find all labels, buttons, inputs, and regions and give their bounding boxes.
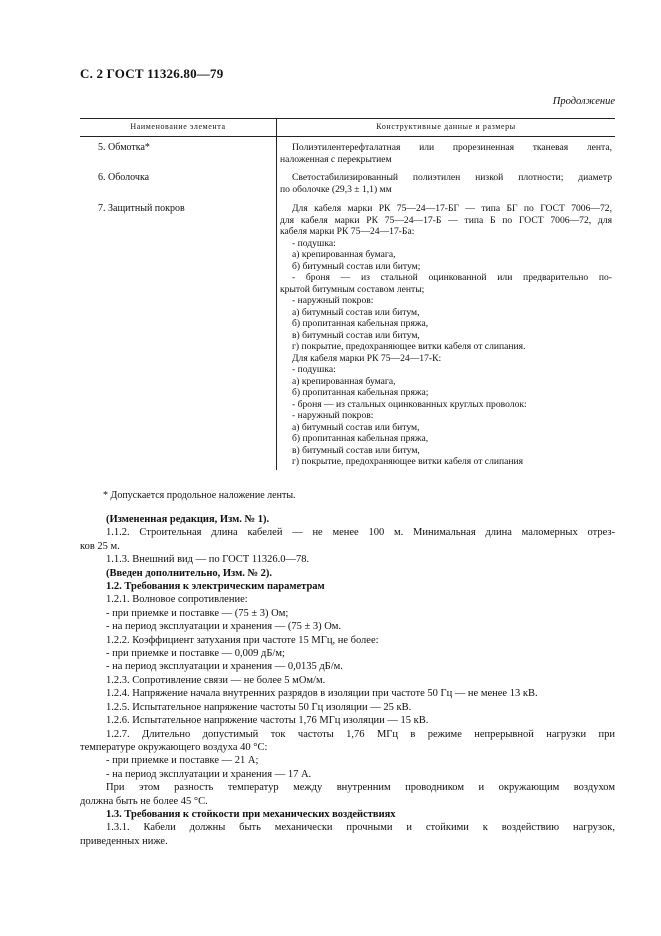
paragraph: При этом разность температур между внутренним проводником и окружающим воздухом (106, 782, 615, 794)
column-header-data: Конструктивные данные и размеры (376, 122, 516, 131)
row-line: в) битумный состав или битум, (292, 444, 420, 456)
paragraph: 1.1.2. Строительная длина кабелей — не менее 100 м. Минимальная длина маломерных отрез- (106, 527, 615, 539)
row-line: - подушка: (292, 364, 336, 375)
paragraph-continued: должна быть не более 45 °С. (80, 795, 208, 807)
list-item: - на период эксплуатации и хранения — 17 А. (106, 768, 312, 780)
row-line: Светостабилизированный полиэтилен низкой плотности; диаметр (292, 172, 612, 183)
list-item: - при приемке и поставке — (75 ± 3) Ом; (106, 607, 289, 619)
amendment-note: (Измененная редакция, Изм. № 1). (106, 514, 270, 525)
list-item: - на период эксплуатации и хранения — (75 ± 3) Ом. (106, 621, 342, 633)
row-line: а) крепированная бумага, (292, 375, 396, 387)
paragraph-continued: температуре окружающего воздуха 40 °С: (80, 741, 268, 753)
row-line: для кабеля марки РК 75—24—17-Б — типа Б по ГОСТ 7006—72, для (280, 214, 612, 226)
list-item: - на период эксплуатации и хранения — 0,0135 дБ/м. (106, 661, 343, 673)
row-line: - наружный покров: (292, 295, 374, 306)
row-line: крытой битумным составом ленты; (280, 283, 425, 295)
paragraph-continued: приведенных ниже. (80, 835, 168, 847)
row-line: - броня — из стальной оцинкованной или предварительно по- (292, 272, 612, 283)
construction-table (80, 118, 615, 473)
paragraph: 1.2.6. Испытательное напряжение частоты 1,76 МГц изоляции — 15 кВ. (106, 715, 429, 727)
paragraph-continued: ков 25 м. (80, 540, 120, 552)
row-line: а) крепированная бумага, (292, 249, 396, 260)
row-line: а) битумный состав или битум, (292, 421, 420, 433)
table-row (80, 142, 615, 172)
row-data (280, 142, 612, 165)
row-line: Для кабеля марки РК 75—24—17-К: (292, 352, 442, 364)
row-line: по оболочке (29,3 ± 1,1) мм (280, 183, 392, 195)
row-line: наложенная с перекрытием (280, 153, 392, 165)
list-item: - при приемке и поставке — 0,009 дБ/м; (106, 648, 285, 660)
row-name: 7. Защитный покров (98, 203, 185, 214)
row-line: г) покрытие, предохраняющее витки кабеля от слипания (292, 456, 524, 467)
row-line: а) битумный состав или битум, (292, 306, 420, 318)
paragraph: 1.2.5. Испытательное напряжение частоты 50 Гц изоляции — 25 кВ. (106, 701, 412, 713)
amendment-note: (Введен дополнительно, Изм. № 2). (106, 567, 273, 579)
column-header-element: Наименование элемента (130, 122, 226, 131)
row-line: б) пропитанная кабельная пряжа, (292, 318, 429, 329)
paragraph: 1.2.4. Напряжение начала внутренних разрядов в изоляции при частоте 50 Гц — не менее 13 кВ. (106, 688, 538, 700)
paragraph: 1.3.1. Кабели должны быть механически прочными и стойкими к воздействию нагрузок, (106, 822, 615, 834)
row-line: б) битумный состав или битум; (292, 260, 421, 272)
row-line: в) битумный состав или битум, (292, 329, 420, 341)
row-line: б) пропитанная кабельная пряжа; (292, 387, 429, 398)
table-header (80, 118, 615, 137)
section-heading: 1.2. Требования к электрическим параметрам (106, 581, 325, 593)
footnote: * Допускается продольное наложение ленты. (103, 490, 296, 501)
row-name: 5. Обмотка* (98, 142, 150, 153)
row-line: г) покрытие, предохраняющее витки кабеля от слипания. (292, 341, 526, 352)
paragraph: 1.2.2. Коэффициент затухания при частоте 15 МГц, не более: (106, 634, 379, 646)
page-header: С. 2 ГОСТ 11326.80—79 (80, 66, 224, 81)
row-line: Полиэтилентерефталатная или прорезиненная тканевая лента, (292, 142, 612, 153)
table-row (80, 203, 615, 473)
body-text (80, 513, 615, 848)
table-row (80, 172, 615, 203)
paragraph: 1.1.3. Внешний вид — по ГОСТ 11326.0—78. (106, 554, 310, 566)
row-data (280, 172, 612, 195)
list-item: - при приемке и поставке — 21 А; (106, 755, 259, 767)
row-line: - наружный покров: (292, 410, 374, 421)
paragraph: 1.2.7. Длительно допустимый ток частоты 1,76 МГц в режиме непрерывной нагрузки при (106, 728, 615, 740)
row-line: б) пропитанная кабельная пряжа, (292, 433, 429, 444)
row-name: 6. Оболочка (98, 172, 150, 183)
row-line: Для кабеля марки РК 75—24—17-БГ — типа БГ по ГОСТ 7006—72, (292, 203, 612, 214)
row-data (280, 203, 612, 468)
row-line: - броня — из стальных оцинкованных круглых проволок: (292, 398, 527, 410)
continued-label: Продолжение (552, 96, 615, 107)
paragraph: 1.2.1. Волновое сопротивление: (106, 594, 248, 606)
paragraph: 1.2.3. Сопротивление связи — не более 5 мОм/м. (106, 674, 326, 686)
section-heading: 1.3. Требования к стойкости при механических воздействиях (106, 808, 396, 820)
row-line: - подушка: (292, 237, 336, 249)
row-line: кабеля марки РК 75—24—17-Ба: (280, 226, 415, 237)
